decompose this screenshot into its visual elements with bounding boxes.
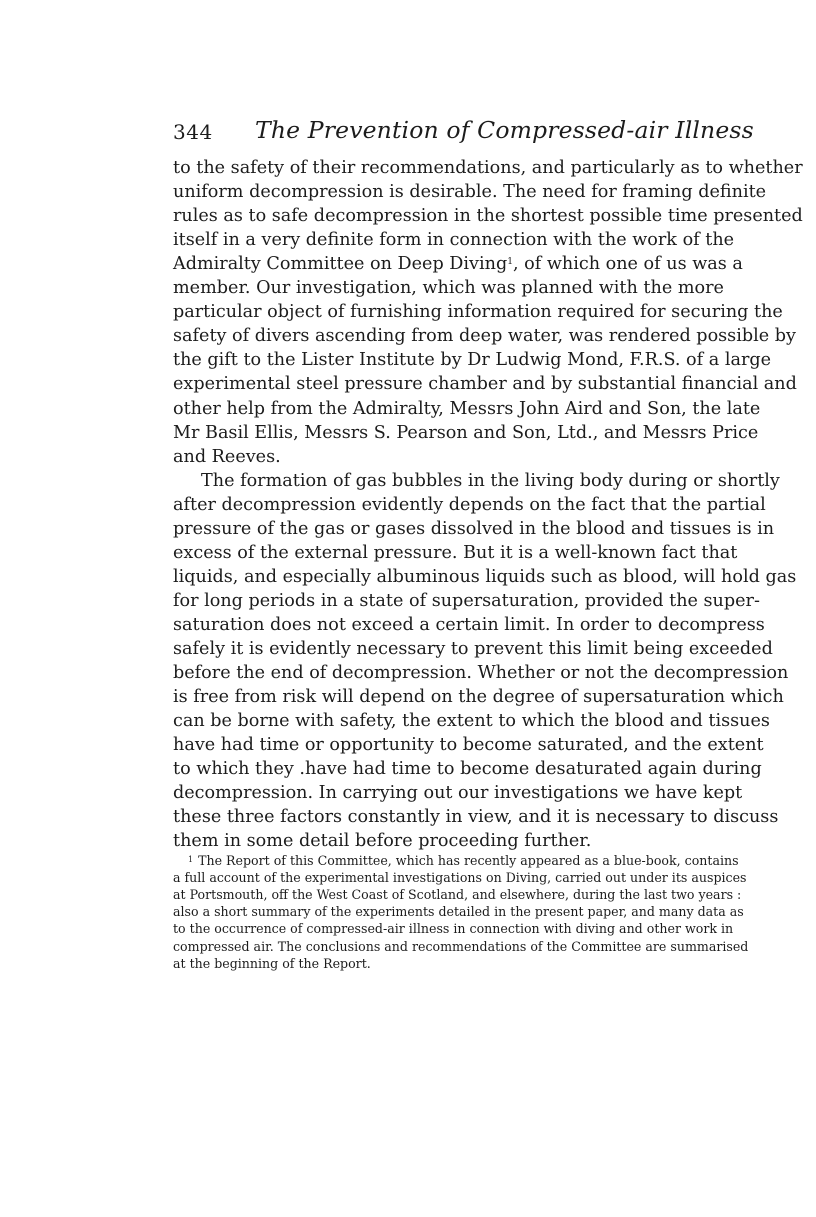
body-line: saturation does not exceed a certain limit. In order to decompress [173,614,765,635]
body-line: decompression. In carrying out our investigations we have kept [173,783,743,804]
body-line: safety of divers ascending from deep water, was rendered possible by [173,326,796,347]
footnote-line: compressed air. The conclusions and recommendations of the Committee are summarised [173,938,749,954]
body-line: the gift to the Lister Institute by Dr Ludwig Mond, F.R.S. of a large [173,350,772,371]
body-line: excess of the external pressure. But it is a well-known fact that [173,542,738,563]
body-line: after decompression evidently depends on the fact that the partial [173,494,766,515]
footnote-reference: 1 [507,257,513,268]
footnote-line: to the occurrence of compressed-air illness in connection with diving and other work in [173,921,734,937]
body-line: for long periods in a state of supersaturation, provided the super- [173,590,760,611]
body-line: itself in a very definite form in connection with the work of the [173,230,735,251]
body-line: them in some detail before proceeding further. [173,831,592,852]
footnote-line: at Portsmouth, off the West Coast of Scotland, and elsewhere, during the last two years : [173,887,742,903]
body-line: uniform decompression is desirable. The need for framing definite [173,182,767,203]
body-line: to the safety of their recommendations, and particularly as to whether [173,158,803,178]
body-line: is free from risk will depend on the degree of supersaturation which [173,687,784,708]
body-line: pressure of the gas or gases dissolved in the blood and tissues is in [173,518,775,539]
body-line: other help from the Admiralty, Messrs John Aird and Son, the late [173,398,761,419]
body-line: experimental steel pressure chamber and by substantial financial and [173,374,797,395]
body-line: member. Our investigation, which was planned with the more [173,278,724,299]
body-line: The formation of gas bubbles in the living body during or shortly [201,470,780,491]
body-line: safely it is evidently necessary to prevent this limit being exceeded [173,639,773,659]
body-line: to which they .have had time to become desaturated again during [173,759,762,780]
body-line: have had time or opportunity to become saturated, and the extent [173,735,764,756]
body-line: rules as to safe decompression in the shortest possible time presented [173,206,803,227]
running-title: The Prevention of Compressed-air Illness [255,116,754,144]
footnote-line: a full account of the experimental investigations on Diving, carried out under its auspices [173,870,747,886]
footnote-line: $^1$ The Report of this Committee, which has recently appeared as a blue-book, contains [188,853,739,868]
body-line: before the end of decompression. Whether or not the decompression [173,663,789,684]
footnote-marker: 1 [188,855,194,864]
body-line: liquids, and especially albuminous liquids such as blood, will hold gas [173,566,797,587]
footnote-line: also a short summary of the experiments detailed in the present paper, and many data as [173,904,744,920]
body-line: particular object of furnishing information required for securing the [173,302,783,323]
body-line: these three factors constantly in view, and it is necessary to discuss [173,807,779,828]
body-line: Admiralty Committee on Deep Diving$^1$, of which one of us was a [173,254,743,275]
page-number: 344 [173,120,213,144]
page-header [173,116,754,150]
body-line: can be borne with safety, the extent to which the blood and tissues [173,711,770,732]
body-line: Mr Basil Ellis, Messrs S. Pearson and Son, Ltd., and Messrs Price [173,422,759,443]
body-line: and Reeves. [173,446,281,467]
footnote-line: at the beginning of the Report. [173,955,371,971]
